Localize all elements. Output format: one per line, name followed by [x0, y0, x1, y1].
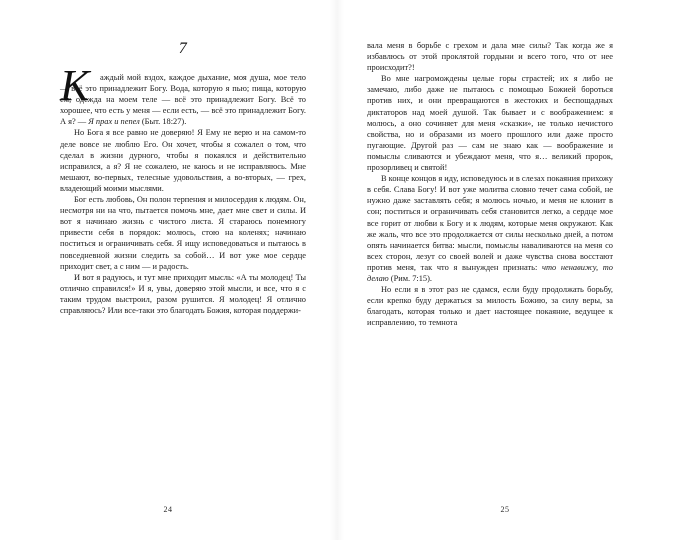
- right-page-text-column: [367, 40, 613, 328]
- page-number-right: [337, 505, 673, 514]
- page-number-left: [0, 505, 366, 514]
- page-number-value: 25: [500, 505, 510, 514]
- paragraph: аждый мой вздох, каждое дыхание, моя душа, мое тело — всё это принадлежит Богу. Вода, которую я пью; пища, которую ем; одежда на моем теле — всё это принадлежит Богу. Всё то хорошее, что есть у меня — если есть, — всё это принадлежит Богу. А я? — Я прах и пепел (Быт. 18:27).: [60, 73, 306, 127]
- drop-cap-letter: К: [60, 61, 90, 110]
- paragraph: Во мне нагромождены целые горы страстей; их я либо не замечаю, либо даже не пытаюсь с помощью Божией бороться против них, и они превращаются в жестоких и беспощадных диктаторов над моей душой. Так бывает и с воображением: я молюсь, а оно сочиняет для меня «сказки», не только нечистого свойства, но и образами из моего прошлого или даже просто пугающие. Другой раз — сам не знаю как — воображение и помыслы сливаются и убеждают меня, что я… великий пророк, прозорливец и святой!: [367, 74, 613, 173]
- paragraph: Но Бога я все равно не доверяю! Я Ему не верю и на самом-то деле вовсе не люблю Его. Он хочет, чтобы я сожалел о том, что сделал в жизни дурного, чтобы я покаялся и действительно исправился, а я? Я не сожалею, не каюсь и не исправляюсь. Мне мешают, во-первых, телесные удовольствия, а во-вторых, — грех, владеющий моими мыслями.: [60, 128, 306, 193]
- paragraph: Бог есть любовь, Он полон терпения и милосердия к людям. Он, несмотря ни на что, пытается помочь мне, дает мне свет и силы. И вот я начинаю жизнь с чистого листа. Я стараюсь понемногу привести себя в порядок: молюсь, стою на коленях; начинаю поститься и ограничивать себя. Я ищу исповедоваться и пытаюсь в повседневной жизни следить за собой… И вот уже мое сердце приходит свет, а с ним — и радость.: [60, 195, 306, 271]
- paragraph: И вот я радуюсь, и тут мне приходит мысль: «А ты молодец! Ты отлично справился!» И я, увы, доверяю этой мысли, и все, что я с таким трудом выстроил, разом рушится. Я молодец! Я отлично справляюсь? Или все-таки это благодать Божия, которая поддержи-: [60, 272, 306, 315]
- right-page: [337, 0, 673, 540]
- dropcap-paragraph-block: [60, 61, 306, 127]
- scripture-quote: Я прах и пепел: [88, 117, 140, 127]
- page-number-value: 24: [163, 505, 173, 514]
- scripture-quote: что ненавижу, то делаю: [367, 262, 613, 283]
- left-page-text-column: [60, 61, 306, 316]
- paragraph: Но если я в этот раз не сдамся, если буду продолжать борьбу, если крепко буду держаться за милость Божию, за силу веры, за благодать, которая только и дает настоящее покаяние, ведущее к исправлению, то темнота: [367, 285, 613, 328]
- paragraph: вала меня в борьбе с грехом и дала мне силы? Так когда же я избавлюсь от этой проклятой гордыни и всего того, что от нее происходит?!: [367, 41, 613, 73]
- paragraph: В конце концов я иду, исповедуюсь и в слезах покаяния прихожу в себя. Слава Богу! И вот уже молитва словно течет сама собой, не нужно даже заставлять себя; я молюсь ночью, и меня не клонит в сон; поститься и ограничивать себя становится легко, а сердце мое все горит от любви к Богу и к людям, которые меня окружают. Как же жаль, что все это продолжается от силы несколько дней, а потом опять начинается битва: мысли, помыслы наваливаются на меня со всех сторон, лезут со своей волей и даже чувства снова восстают против меня, так что я вынужден признать: что ненавижу, то делаю (Рим. 7:15).: [367, 174, 613, 283]
- chapter-number: 7: [178, 40, 188, 57]
- left-page: [0, 0, 336, 540]
